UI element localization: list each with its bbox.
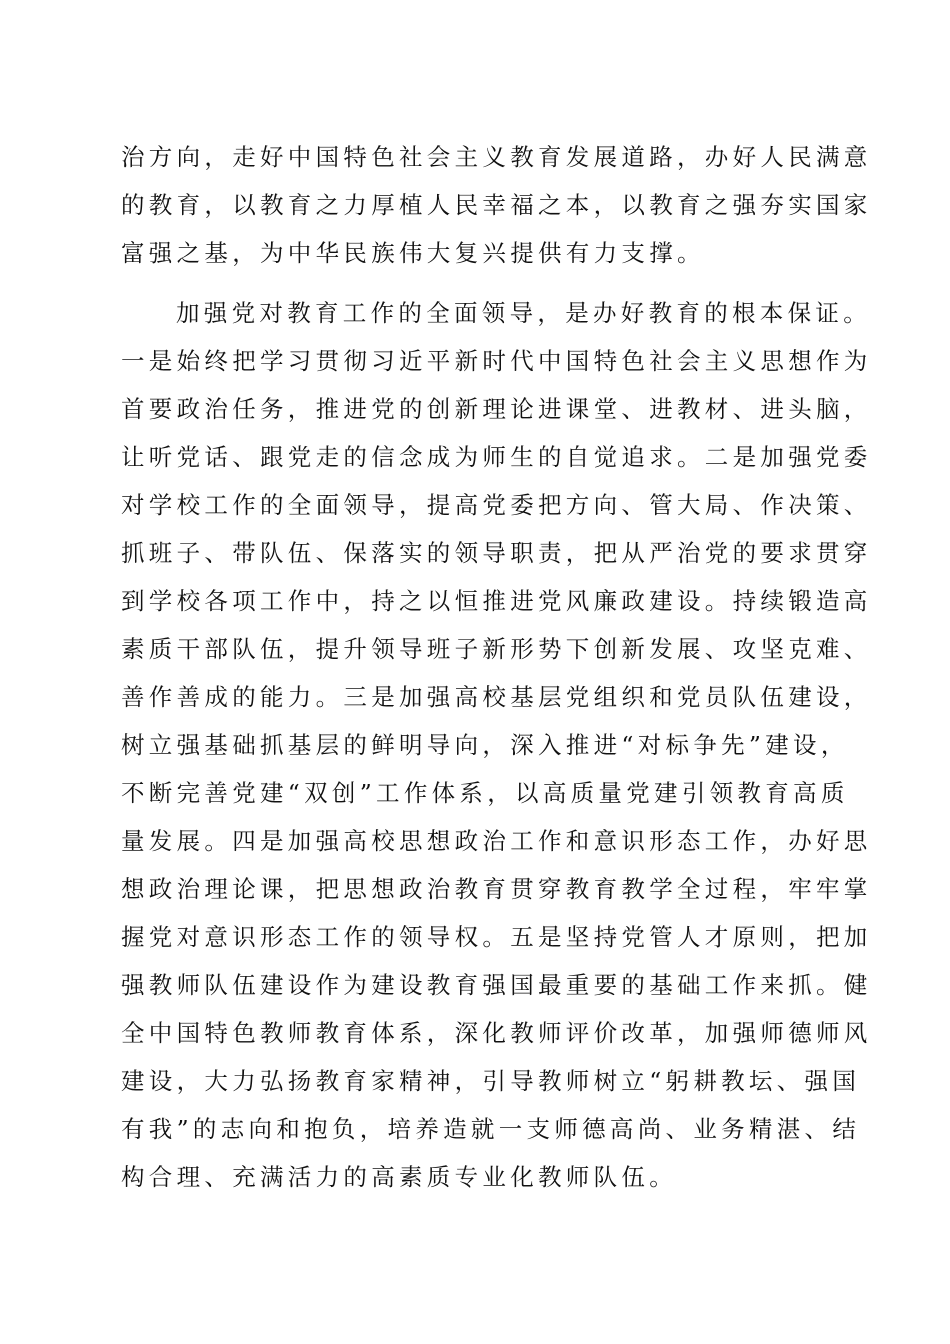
text-line: 有我”的志向和抱负，培养造就一支师德高尚、业务精湛、结 — [121, 1115, 861, 1143]
text-line: 构合理、充满活力的高素质专业化教师队伍。 — [121, 1163, 677, 1191]
text-line: 治方向，走好中国特色社会主义教育发展道路，办好人民满意 — [121, 143, 872, 171]
paragraph-1 — [121, 133, 872, 277]
text-line: 想政治理论课，把思想政治教育贯穿教育教学全过程，牢牢掌 — [121, 875, 872, 903]
text-line: 不断完善党建“双创”工作体系，以高质量党建引领教育高质 — [121, 779, 849, 807]
text-line: 对学校工作的全面领导，提高党委把方向、管大局、作决策、 — [121, 491, 872, 519]
text-line: 让听党话、跟党走的信念成为师生的自觉追求。二是加强党委 — [121, 443, 872, 471]
text-line: 握党对意识形态工作的领导权。五是坚持党管人才原则，把加 — [121, 923, 872, 951]
text-line: 到学校各项工作中，持之以恒推进党风廉政建设。持续锻造高 — [121, 587, 872, 615]
text-line: 建设，大力弘扬教育家精神，引导教师树立“躬耕教坛、强国 — [121, 1067, 861, 1095]
text-line: 量发展。四是加强高校思想政治工作和意识形态工作，办好思 — [121, 827, 872, 855]
text-line: 全中国特色教师教育体系，深化教师评价改革，加强师德师风 — [121, 1019, 872, 1047]
text-line: 强教师队伍建设作为建设教育强国最重要的基础工作来抓。健 — [121, 971, 872, 999]
text-line: 树立强基础抓基层的鲜明导向，深入推进“对标争先”建设， — [121, 731, 849, 759]
text-line: 善作善成的能力。三是加强高校基层党组织和党员队伍建设， — [121, 683, 872, 711]
text-line: 素质干部队伍，提升领导班子新形势下创新发展、攻坚克难、 — [121, 635, 872, 663]
text-line: 抓班子、带队伍、保落实的领导职责，把从严治党的要求贯穿 — [121, 539, 872, 567]
text-line: 富强之基，为中华民族伟大复兴提供有力支撑。 — [121, 239, 705, 267]
text-line: 首要政治任务，推进党的创新理论进课堂、进教材、进头脑， — [121, 395, 872, 423]
text-line: 加强党对教育工作的全面领导，是办好教育的根本保证。 — [176, 299, 871, 327]
document-body — [121, 133, 872, 1201]
paragraph-spacer — [121, 277, 829, 289]
text-line: 一是始终把学习贯彻习近平新时代中国特色社会主义思想作为 — [121, 347, 872, 375]
paragraph-2 — [121, 289, 872, 1201]
text-line: 的教育，以教育之力厚植人民幸福之本，以教育之强夯实国家 — [121, 191, 872, 219]
